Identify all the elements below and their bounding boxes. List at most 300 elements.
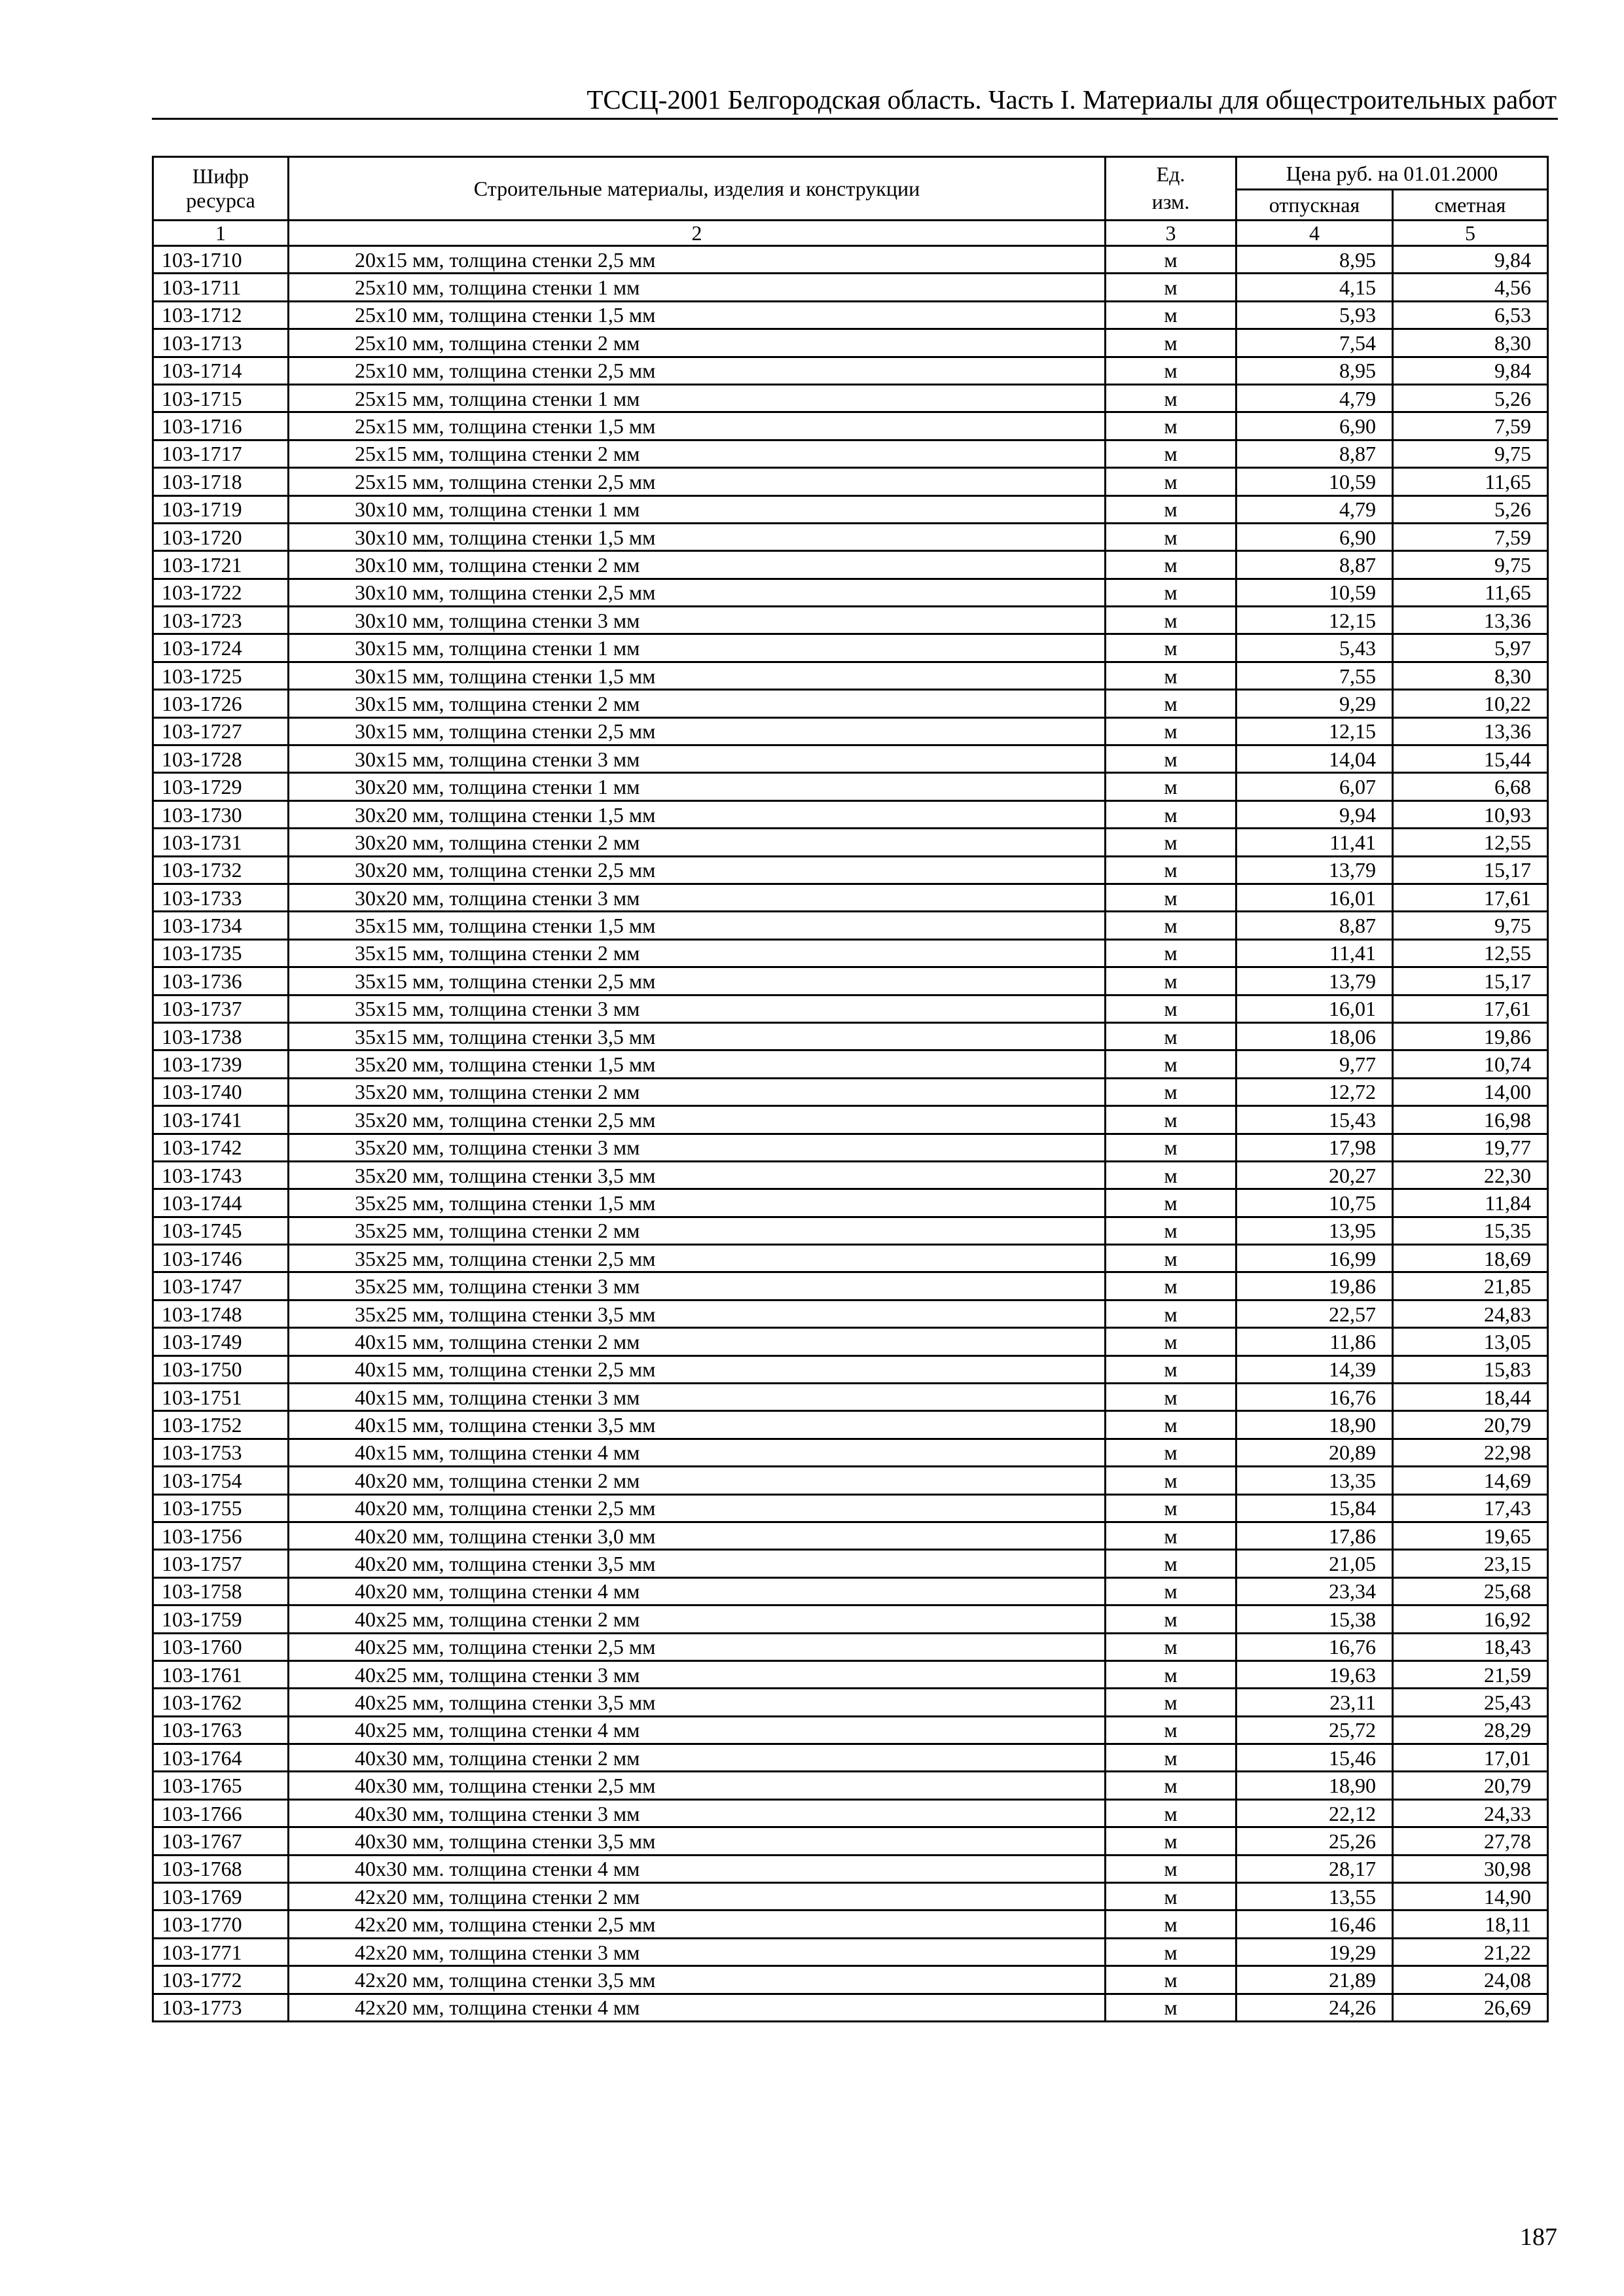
cell-price-estimate: 8,30 <box>1393 662 1548 689</box>
cell-code: 103-1710 <box>153 246 289 274</box>
table-row <box>153 1189 1548 1217</box>
cell-unit: м <box>1106 1022 1236 1050</box>
cell-price-release: 16,99 <box>1236 1245 1393 1272</box>
table-row <box>153 384 1548 412</box>
cell-price-estimate: 14,00 <box>1393 1078 1548 1105</box>
cell-unit: м <box>1106 1439 1236 1466</box>
cell-price-release: 4,79 <box>1236 495 1393 523</box>
cell-description: 30x20 мм, толщина стенки 1 мм <box>289 773 1106 800</box>
cell-price-release: 24,26 <box>1236 1994 1393 2021</box>
cell-code: 103-1732 <box>153 856 289 884</box>
cell-price-release: 10,59 <box>1236 468 1393 495</box>
header-rule <box>152 118 1558 120</box>
table-row <box>153 1744 1548 1772</box>
cell-unit: м <box>1106 1938 1236 1965</box>
cell-description: 35x25 мм, толщина стенки 2,5 мм <box>289 1245 1106 1272</box>
table-row <box>153 1467 1548 1494</box>
cell-price-release: 15,38 <box>1236 1605 1393 1633</box>
table-row <box>153 1217 1548 1244</box>
table-row <box>153 1272 1548 1300</box>
cell-price-estimate: 9,84 <box>1393 357 1548 384</box>
cell-price-estimate: 25,43 <box>1393 1689 1548 1716</box>
cell-description: 40x15 мм, толщина стенки 2 мм <box>289 1328 1106 1355</box>
cell-price-estimate: 18,69 <box>1393 1245 1548 1272</box>
cell-price-estimate: 22,30 <box>1393 1161 1548 1189</box>
cell-description: 25x15 мм, толщина стенки 2 мм <box>289 440 1106 467</box>
table-row <box>153 1439 1548 1466</box>
cell-price-estimate: 19,65 <box>1393 1522 1548 1549</box>
table-row <box>153 1355 1548 1383</box>
column-number: 4 <box>1236 221 1393 246</box>
cell-price-release: 13,79 <box>1236 967 1393 995</box>
cell-code: 103-1738 <box>153 1022 289 1050</box>
cell-price-release: 22,57 <box>1236 1300 1393 1327</box>
cell-description: 35x20 мм, толщина стенки 3,5 мм <box>289 1161 1106 1189</box>
cell-unit: м <box>1106 800 1236 828</box>
cell-code: 103-1758 <box>153 1577 289 1605</box>
cell-description: 42x20 мм, толщина стенки 3,5 мм <box>289 1966 1106 1994</box>
table-row <box>153 1494 1548 1522</box>
cell-code: 103-1743 <box>153 1161 289 1189</box>
table-row <box>153 329 1548 357</box>
header-unit: Ед. изм. <box>1106 157 1236 221</box>
cell-description: 30x20 мм, толщина стенки 3 мм <box>289 884 1106 911</box>
cell-price-estimate: 16,98 <box>1393 1106 1548 1134</box>
cell-description: 35x15 мм, толщина стенки 1,5 мм <box>289 912 1106 939</box>
cell-description: 30x15 мм, толщина стенки 1,5 мм <box>289 662 1106 689</box>
cell-description: 35x25 мм, толщина стенки 3,5 мм <box>289 1300 1106 1327</box>
cell-unit: м <box>1106 551 1236 579</box>
cell-description: 35x20 мм, толщина стенки 3 мм <box>289 1134 1106 1161</box>
cell-unit: м <box>1106 1966 1236 1994</box>
cell-price-estimate: 14,90 <box>1393 1883 1548 1910</box>
cell-price-release: 20,89 <box>1236 1439 1393 1466</box>
table-row <box>153 523 1548 550</box>
table-row <box>153 995 1548 1022</box>
cell-code: 103-1735 <box>153 939 289 967</box>
cell-code: 103-1761 <box>153 1660 289 1688</box>
cell-description: 30x20 мм, толщина стенки 2,5 мм <box>289 856 1106 884</box>
cell-description: 35x15 мм, толщина стенки 3 мм <box>289 995 1106 1022</box>
cell-price-release: 16,46 <box>1236 1910 1393 1938</box>
cell-description: 30x10 мм, толщина стенки 2 мм <box>289 551 1106 579</box>
table-row <box>153 1411 1548 1439</box>
cell-code: 103-1751 <box>153 1384 289 1411</box>
cell-unit: м <box>1106 1522 1236 1549</box>
cell-code: 103-1729 <box>153 773 289 800</box>
cell-code: 103-1720 <box>153 523 289 550</box>
cell-price-estimate: 27,78 <box>1393 1827 1548 1855</box>
cell-code: 103-1730 <box>153 800 289 828</box>
cell-price-estimate: 7,59 <box>1393 523 1548 550</box>
cell-code: 103-1771 <box>153 1938 289 1965</box>
cell-unit: м <box>1106 717 1236 745</box>
cell-description: 40x20 мм, толщина стенки 4 мм <box>289 1577 1106 1605</box>
cell-price-release: 19,29 <box>1236 1938 1393 1965</box>
cell-code: 103-1750 <box>153 1355 289 1383</box>
column-number: 3 <box>1106 221 1236 246</box>
cell-price-release: 5,43 <box>1236 634 1393 662</box>
cell-unit: м <box>1106 1827 1236 1855</box>
cell-description: 40x25 мм, толщина стенки 3 мм <box>289 1660 1106 1688</box>
table-row <box>153 607 1548 634</box>
cell-description: 40x20 мм, толщина стенки 3,5 мм <box>289 1550 1106 1577</box>
cell-description: 35x20 мм, толщина стенки 2 мм <box>289 1078 1106 1105</box>
cell-code: 103-1756 <box>153 1522 289 1549</box>
cell-price-estimate: 20,79 <box>1393 1772 1548 1799</box>
table-row <box>153 1910 1548 1938</box>
cell-description: 30x10 мм, толщина стенки 3 мм <box>289 607 1106 634</box>
cell-price-release: 9,29 <box>1236 690 1393 717</box>
cell-code: 103-1711 <box>153 274 289 301</box>
cell-description: 25x15 мм, толщина стенки 2,5 мм <box>289 468 1106 495</box>
cell-description: 40x20 мм, толщина стенки 2,5 мм <box>289 1494 1106 1522</box>
cell-unit: м <box>1106 1355 1236 1383</box>
cell-price-release: 19,63 <box>1236 1660 1393 1688</box>
cell-price-estimate: 9,75 <box>1393 440 1548 467</box>
cell-code: 103-1755 <box>153 1494 289 1522</box>
cell-price-release: 9,77 <box>1236 1050 1393 1078</box>
cell-unit: м <box>1106 1605 1236 1633</box>
cell-unit: м <box>1106 995 1236 1022</box>
cell-unit: м <box>1106 1910 1236 1938</box>
table-row <box>153 246 1548 274</box>
cell-price-release: 25,26 <box>1236 1827 1393 1855</box>
cell-unit: м <box>1106 1161 1236 1189</box>
cell-price-release: 17,98 <box>1236 1134 1393 1161</box>
table-row <box>153 468 1548 495</box>
cell-description: 30x15 мм, толщина стенки 3 мм <box>289 745 1106 773</box>
cell-code: 103-1742 <box>153 1134 289 1161</box>
cell-description: 40x30 мм. толщина стенки 4 мм <box>289 1855 1106 1882</box>
cell-description: 40x25 мм, толщина стенки 4 мм <box>289 1716 1106 1744</box>
cell-code: 103-1727 <box>153 717 289 745</box>
table-row <box>153 495 1548 523</box>
table-row <box>153 800 1548 828</box>
cell-price-estimate: 11,84 <box>1393 1189 1548 1217</box>
header-price-estimate: сметная <box>1393 190 1548 221</box>
table-row <box>153 1161 1548 1189</box>
table-row <box>153 1883 1548 1910</box>
table-row <box>153 1384 1548 1411</box>
cell-description: 30x20 мм, толщина стенки 1,5 мм <box>289 800 1106 828</box>
cell-unit: м <box>1106 1716 1236 1744</box>
cell-unit: м <box>1106 745 1236 773</box>
cell-unit: м <box>1106 1660 1236 1688</box>
cell-price-estimate: 12,55 <box>1393 939 1548 967</box>
cell-price-release: 18,90 <box>1236 1772 1393 1799</box>
cell-price-estimate: 18,43 <box>1393 1633 1548 1660</box>
cell-description: 40x15 мм, толщина стенки 3,5 мм <box>289 1411 1106 1439</box>
cell-unit: м <box>1106 1217 1236 1244</box>
cell-description: 25x10 мм, толщина стенки 1 мм <box>289 274 1106 301</box>
cell-unit: м <box>1106 1134 1236 1161</box>
cell-price-release: 23,34 <box>1236 1577 1393 1605</box>
cell-unit: м <box>1106 1994 1236 2021</box>
cell-description: 35x25 мм, толщина стенки 1,5 мм <box>289 1189 1106 1217</box>
table-row <box>153 856 1548 884</box>
table-row <box>153 1550 1548 1577</box>
cell-unit: м <box>1106 1050 1236 1078</box>
column-number: 5 <box>1393 221 1548 246</box>
cell-unit: м <box>1106 1411 1236 1439</box>
cell-price-release: 13,35 <box>1236 1467 1393 1494</box>
cell-price-estimate: 10,93 <box>1393 800 1548 828</box>
table-row <box>153 829 1548 856</box>
cell-price-estimate: 25,68 <box>1393 1577 1548 1605</box>
cell-description: 42x20 мм, толщина стенки 3 мм <box>289 1938 1106 1965</box>
cell-code: 103-1719 <box>153 495 289 523</box>
cell-code: 103-1740 <box>153 1078 289 1105</box>
cell-unit: м <box>1106 1328 1236 1355</box>
table-row <box>153 1134 1548 1161</box>
cell-price-release: 11,86 <box>1236 1328 1393 1355</box>
cell-price-release: 4,79 <box>1236 384 1393 412</box>
cell-code: 103-1733 <box>153 884 289 911</box>
cell-code: 103-1713 <box>153 329 289 357</box>
cell-description: 40x15 мм, толщина стенки 3 мм <box>289 1384 1106 1411</box>
table-row <box>153 1577 1548 1605</box>
cell-code: 103-1772 <box>153 1966 289 1994</box>
cell-price-release: 8,87 <box>1236 440 1393 467</box>
table-row <box>153 1106 1548 1134</box>
cell-price-estimate: 15,83 <box>1393 1355 1548 1383</box>
table-row <box>153 1245 1548 1272</box>
cell-price-release: 12,15 <box>1236 717 1393 745</box>
cell-code: 103-1716 <box>153 412 289 440</box>
table-row <box>153 884 1548 911</box>
cell-price-release: 23,11 <box>1236 1689 1393 1716</box>
table-row <box>153 274 1548 301</box>
cell-description: 30x20 мм, толщина стенки 2 мм <box>289 829 1106 856</box>
cell-unit: м <box>1106 357 1236 384</box>
cell-description: 40x25 мм, толщина стенки 2,5 мм <box>289 1633 1106 1660</box>
table-row <box>153 1633 1548 1660</box>
cell-price-estimate: 21,85 <box>1393 1272 1548 1300</box>
cell-code: 103-1725 <box>153 662 289 689</box>
table-row <box>153 1078 1548 1105</box>
cell-description: 25x10 мм, толщина стенки 1,5 мм <box>289 301 1106 329</box>
cell-description: 40x25 мм, толщина стенки 2 мм <box>289 1605 1106 1633</box>
cell-price-release: 11,41 <box>1236 939 1393 967</box>
table-row <box>153 939 1548 967</box>
cell-price-estimate: 4,56 <box>1393 274 1548 301</box>
table-row <box>153 773 1548 800</box>
cell-price-estimate: 13,36 <box>1393 607 1548 634</box>
cell-code: 103-1748 <box>153 1300 289 1327</box>
cell-price-release: 17,86 <box>1236 1522 1393 1549</box>
cell-unit: м <box>1106 1883 1236 1910</box>
cell-price-estimate: 24,33 <box>1393 1799 1548 1827</box>
cell-code: 103-1745 <box>153 1217 289 1244</box>
cell-price-estimate: 17,61 <box>1393 995 1548 1022</box>
cell-code: 103-1773 <box>153 1994 289 2021</box>
table-row <box>153 745 1548 773</box>
cell-unit: м <box>1106 634 1236 662</box>
cell-unit: м <box>1106 1772 1236 1799</box>
cell-unit: м <box>1106 1245 1236 1272</box>
cell-unit: м <box>1106 939 1236 967</box>
cell-code: 103-1736 <box>153 967 289 995</box>
table-row <box>153 440 1548 467</box>
cell-price-estimate: 19,77 <box>1393 1134 1548 1161</box>
cell-price-estimate: 10,74 <box>1393 1050 1548 1078</box>
cell-code: 103-1766 <box>153 1799 289 1827</box>
cell-price-estimate: 6,68 <box>1393 773 1548 800</box>
cell-description: 40x20 мм, толщина стенки 2 мм <box>289 1467 1106 1494</box>
cell-price-estimate: 9,84 <box>1393 246 1548 274</box>
cell-code: 103-1746 <box>153 1245 289 1272</box>
cell-description: 35x20 мм, толщина стенки 2,5 мм <box>289 1106 1106 1134</box>
cell-price-release: 22,12 <box>1236 1799 1393 1827</box>
cell-unit: м <box>1106 856 1236 884</box>
cell-code: 103-1714 <box>153 357 289 384</box>
cell-price-release: 12,72 <box>1236 1078 1393 1105</box>
cell-unit: м <box>1106 1494 1236 1522</box>
cell-description: 35x25 мм, толщина стенки 2 мм <box>289 1217 1106 1244</box>
header-description: Строительные материалы, изделия и конструкции <box>289 157 1106 221</box>
cell-description: 20x15 мм, толщина стенки 2,5 мм <box>289 246 1106 274</box>
cell-price-estimate: 17,43 <box>1393 1494 1548 1522</box>
cell-price-release: 7,55 <box>1236 662 1393 689</box>
cell-description: 42x20 мм, толщина стенки 2 мм <box>289 1883 1106 1910</box>
cell-price-release: 15,46 <box>1236 1744 1393 1772</box>
table-row <box>153 1300 1548 1327</box>
cell-description: 30x10 мм, толщина стенки 1 мм <box>289 495 1106 523</box>
cell-code: 103-1749 <box>153 1328 289 1355</box>
cell-price-estimate: 21,22 <box>1393 1938 1548 1965</box>
cell-price-release: 8,87 <box>1236 551 1393 579</box>
cell-unit: м <box>1106 912 1236 939</box>
cell-code: 103-1752 <box>153 1411 289 1439</box>
cell-description: 40x30 мм, толщина стенки 3,5 мм <box>289 1827 1106 1855</box>
cell-price-release: 11,41 <box>1236 829 1393 856</box>
cell-code: 103-1722 <box>153 579 289 606</box>
cell-code: 103-1723 <box>153 607 289 634</box>
cell-code: 103-1741 <box>153 1106 289 1134</box>
cell-unit: м <box>1106 607 1236 634</box>
cell-code: 103-1754 <box>153 1467 289 1494</box>
cell-price-estimate: 15,44 <box>1393 745 1548 773</box>
cell-price-estimate: 17,01 <box>1393 1744 1548 1772</box>
cell-price-estimate: 24,83 <box>1393 1300 1548 1327</box>
cell-description: 35x20 мм, толщина стенки 1,5 мм <box>289 1050 1106 1078</box>
cell-price-release: 15,84 <box>1236 1494 1393 1522</box>
table-body <box>153 246 1548 2022</box>
cell-price-release: 6,07 <box>1236 773 1393 800</box>
cell-price-release: 10,59 <box>1236 579 1393 606</box>
table-row <box>153 1050 1548 1078</box>
cell-price-estimate: 19,86 <box>1393 1022 1548 1050</box>
cell-unit: м <box>1106 440 1236 467</box>
table-row <box>153 717 1548 745</box>
cell-unit: м <box>1106 1272 1236 1300</box>
cell-price-estimate: 9,75 <box>1393 912 1548 939</box>
table-row <box>153 662 1548 689</box>
cell-code: 103-1718 <box>153 468 289 495</box>
cell-unit: м <box>1106 829 1236 856</box>
cell-price-estimate: 24,08 <box>1393 1966 1548 1994</box>
cell-unit: м <box>1106 884 1236 911</box>
table-row <box>153 357 1548 384</box>
cell-description: 40x20 мм, толщина стенки 3,0 мм <box>289 1522 1106 1549</box>
cell-code: 103-1753 <box>153 1439 289 1466</box>
cell-price-estimate: 7,59 <box>1393 412 1548 440</box>
cell-code: 103-1715 <box>153 384 289 412</box>
cell-price-release: 21,05 <box>1236 1550 1393 1577</box>
cell-unit: м <box>1106 468 1236 495</box>
cell-code: 103-1717 <box>153 440 289 467</box>
cell-price-estimate: 15,17 <box>1393 967 1548 995</box>
table-row <box>153 634 1548 662</box>
cell-price-estimate: 16,92 <box>1393 1605 1548 1633</box>
cell-description: 35x25 мм, толщина стенки 3 мм <box>289 1272 1106 1300</box>
cell-price-estimate: 18,44 <box>1393 1384 1548 1411</box>
table-row <box>153 1994 1548 2021</box>
cell-price-release: 10,75 <box>1236 1189 1393 1217</box>
cell-unit: м <box>1106 1078 1236 1105</box>
cell-code: 103-1734 <box>153 912 289 939</box>
cell-price-estimate: 15,17 <box>1393 856 1548 884</box>
cell-unit: м <box>1106 523 1236 550</box>
cell-description: 30x10 мм, толщина стенки 2,5 мм <box>289 579 1106 606</box>
cell-price-estimate: 28,29 <box>1393 1716 1548 1744</box>
cell-price-release: 25,72 <box>1236 1716 1393 1744</box>
cell-code: 103-1770 <box>153 1910 289 1938</box>
cell-price-estimate: 23,15 <box>1393 1550 1548 1577</box>
cell-price-release: 6,90 <box>1236 523 1393 550</box>
cell-price-release: 14,04 <box>1236 745 1393 773</box>
cell-price-release: 8,87 <box>1236 912 1393 939</box>
cell-price-estimate: 12,55 <box>1393 829 1548 856</box>
cell-price-release: 7,54 <box>1236 329 1393 357</box>
header-price-release: отпускная <box>1236 190 1393 221</box>
table-row <box>153 1772 1548 1799</box>
cell-price-estimate: 13,36 <box>1393 717 1548 745</box>
cell-description: 40x30 мм, толщина стенки 2 мм <box>289 1744 1106 1772</box>
cell-code: 103-1768 <box>153 1855 289 1882</box>
cell-unit: м <box>1106 1106 1236 1134</box>
cell-description: 42x20 мм, толщина стенки 4 мм <box>289 1994 1106 2021</box>
cell-price-release: 8,95 <box>1236 246 1393 274</box>
cell-price-estimate: 13,05 <box>1393 1328 1548 1355</box>
cell-description: 25x15 мм, толщина стенки 1,5 мм <box>289 412 1106 440</box>
cell-code: 103-1737 <box>153 995 289 1022</box>
cell-price-estimate: 10,22 <box>1393 690 1548 717</box>
table-row <box>153 1605 1548 1633</box>
cell-description: 25x10 мм, толщина стенки 2,5 мм <box>289 357 1106 384</box>
cell-code: 103-1739 <box>153 1050 289 1078</box>
cell-code: 103-1726 <box>153 690 289 717</box>
cell-code: 103-1757 <box>153 1550 289 1577</box>
cell-price-release: 8,95 <box>1236 357 1393 384</box>
table-row <box>153 1689 1548 1716</box>
cell-price-estimate: 11,65 <box>1393 468 1548 495</box>
cell-unit: м <box>1106 1189 1236 1217</box>
cell-code: 103-1759 <box>153 1605 289 1633</box>
cell-description: 30x15 мм, толщина стенки 1 мм <box>289 634 1106 662</box>
cell-price-release: 15,43 <box>1236 1106 1393 1134</box>
table-row <box>153 551 1548 579</box>
cell-description: 25x15 мм, толщина стенки 1 мм <box>289 384 1106 412</box>
cell-price-release: 16,76 <box>1236 1633 1393 1660</box>
cell-price-estimate: 11,65 <box>1393 579 1548 606</box>
price-table <box>152 156 1549 2022</box>
cell-code: 103-1764 <box>153 1744 289 1772</box>
cell-code: 103-1765 <box>153 1772 289 1799</box>
cell-unit: м <box>1106 329 1236 357</box>
cell-price-estimate: 9,75 <box>1393 551 1548 579</box>
